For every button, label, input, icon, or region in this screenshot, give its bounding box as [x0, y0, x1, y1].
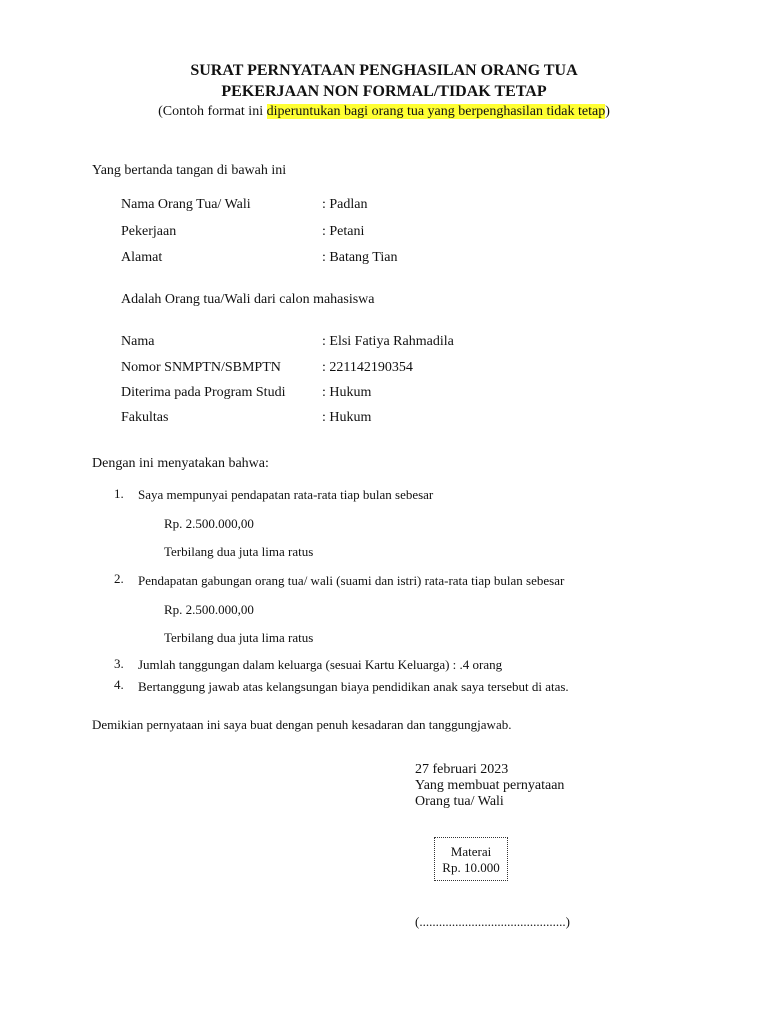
- item-number: 4.: [114, 677, 124, 692]
- subtitle-highlight: diperuntukan bagi orang tua yang berpenghasilan tidak tetap: [266, 104, 606, 119]
- signature-role: Orang tua/ Wali: [415, 794, 504, 809]
- item-amount: Rp. 2.500.000,00: [164, 602, 254, 617]
- student-program-value: : Hukum: [322, 385, 372, 400]
- student-name-label: Nama: [121, 334, 155, 349]
- parent-address-value: : Batang Tian: [322, 250, 398, 265]
- document-title-line-1: SURAT PERNYATAAN PENGHASILAN ORANG TUA: [190, 62, 578, 79]
- relation-text: Adalah Orang tua/Wali dari calon mahasiswa: [121, 292, 375, 307]
- item-amount-words: Terbilang dua juta lima ratus: [164, 544, 314, 559]
- student-program-label: Diterima pada Program Studi: [121, 385, 286, 400]
- subtitle-open: (Contoh format ini: [158, 104, 267, 119]
- stamp-value: Rp. 10.000: [442, 860, 500, 875]
- document-title-line-2: PEKERJAAN NON FORMAL/TIDAK TETAP: [221, 83, 547, 100]
- signature-date: 27 februari 2023: [415, 762, 509, 777]
- item-text: Saya mempunyai pendapatan rata-rata tiap bulan sebesar: [138, 487, 434, 502]
- stamp-label: Materai: [450, 844, 492, 859]
- student-name-value: : Elsi Fatiya Rahmadila: [322, 334, 454, 349]
- declaration-text: Dengan ini menyatakan bahwa:: [92, 456, 269, 471]
- student-number-value: : 221142190354: [322, 360, 413, 375]
- parent-job-value: : Petani: [322, 224, 365, 239]
- item-text: Bertanggung jawab atas kelangsungan biaya pendidikan anak saya tersebut di atas.: [138, 679, 569, 694]
- item-number: 2.: [114, 571, 124, 586]
- item-text: Pendapatan gabungan orang tua/ wali (suami dan istri) rata-rata tiap bulan sebesar: [138, 573, 565, 588]
- signature-maker: Yang membuat pernyataan: [415, 778, 565, 793]
- parent-job-label: Pekerjaan: [121, 224, 177, 239]
- item-number: 1.: [114, 486, 124, 501]
- item-amount: Rp. 2.500.000,00: [164, 516, 254, 531]
- student-faculty-value: : Hukum: [322, 410, 372, 425]
- stamp-box: [434, 837, 508, 881]
- item-amount-words: Terbilang dua juta lima ratus: [164, 630, 314, 645]
- parent-name-value: : Padlan: [322, 197, 368, 212]
- subtitle-close: ): [605, 104, 610, 119]
- student-faculty-label: Fakultas: [121, 410, 169, 425]
- document-subtitle: [0, 104, 768, 120]
- item-number: 3.: [114, 656, 124, 671]
- item-text: Jumlah tanggungan dalam keluarga (sesuai Kartu Keluarga) : .4 orang: [138, 657, 503, 672]
- intro-text: Yang bertanda tangan di bawah ini: [92, 163, 287, 178]
- signature-name-placeholder: (.............................................): [415, 914, 570, 929]
- parent-address-label: Alamat: [121, 250, 163, 265]
- student-number-label: Nomor SNMPTN/SBMPTN: [121, 360, 281, 375]
- closing-text: Demikian pernyataan ini saya buat dengan penuh kesadaran dan tanggungjawab.: [92, 717, 512, 732]
- parent-name-label: Nama Orang Tua/ Wali: [121, 197, 251, 212]
